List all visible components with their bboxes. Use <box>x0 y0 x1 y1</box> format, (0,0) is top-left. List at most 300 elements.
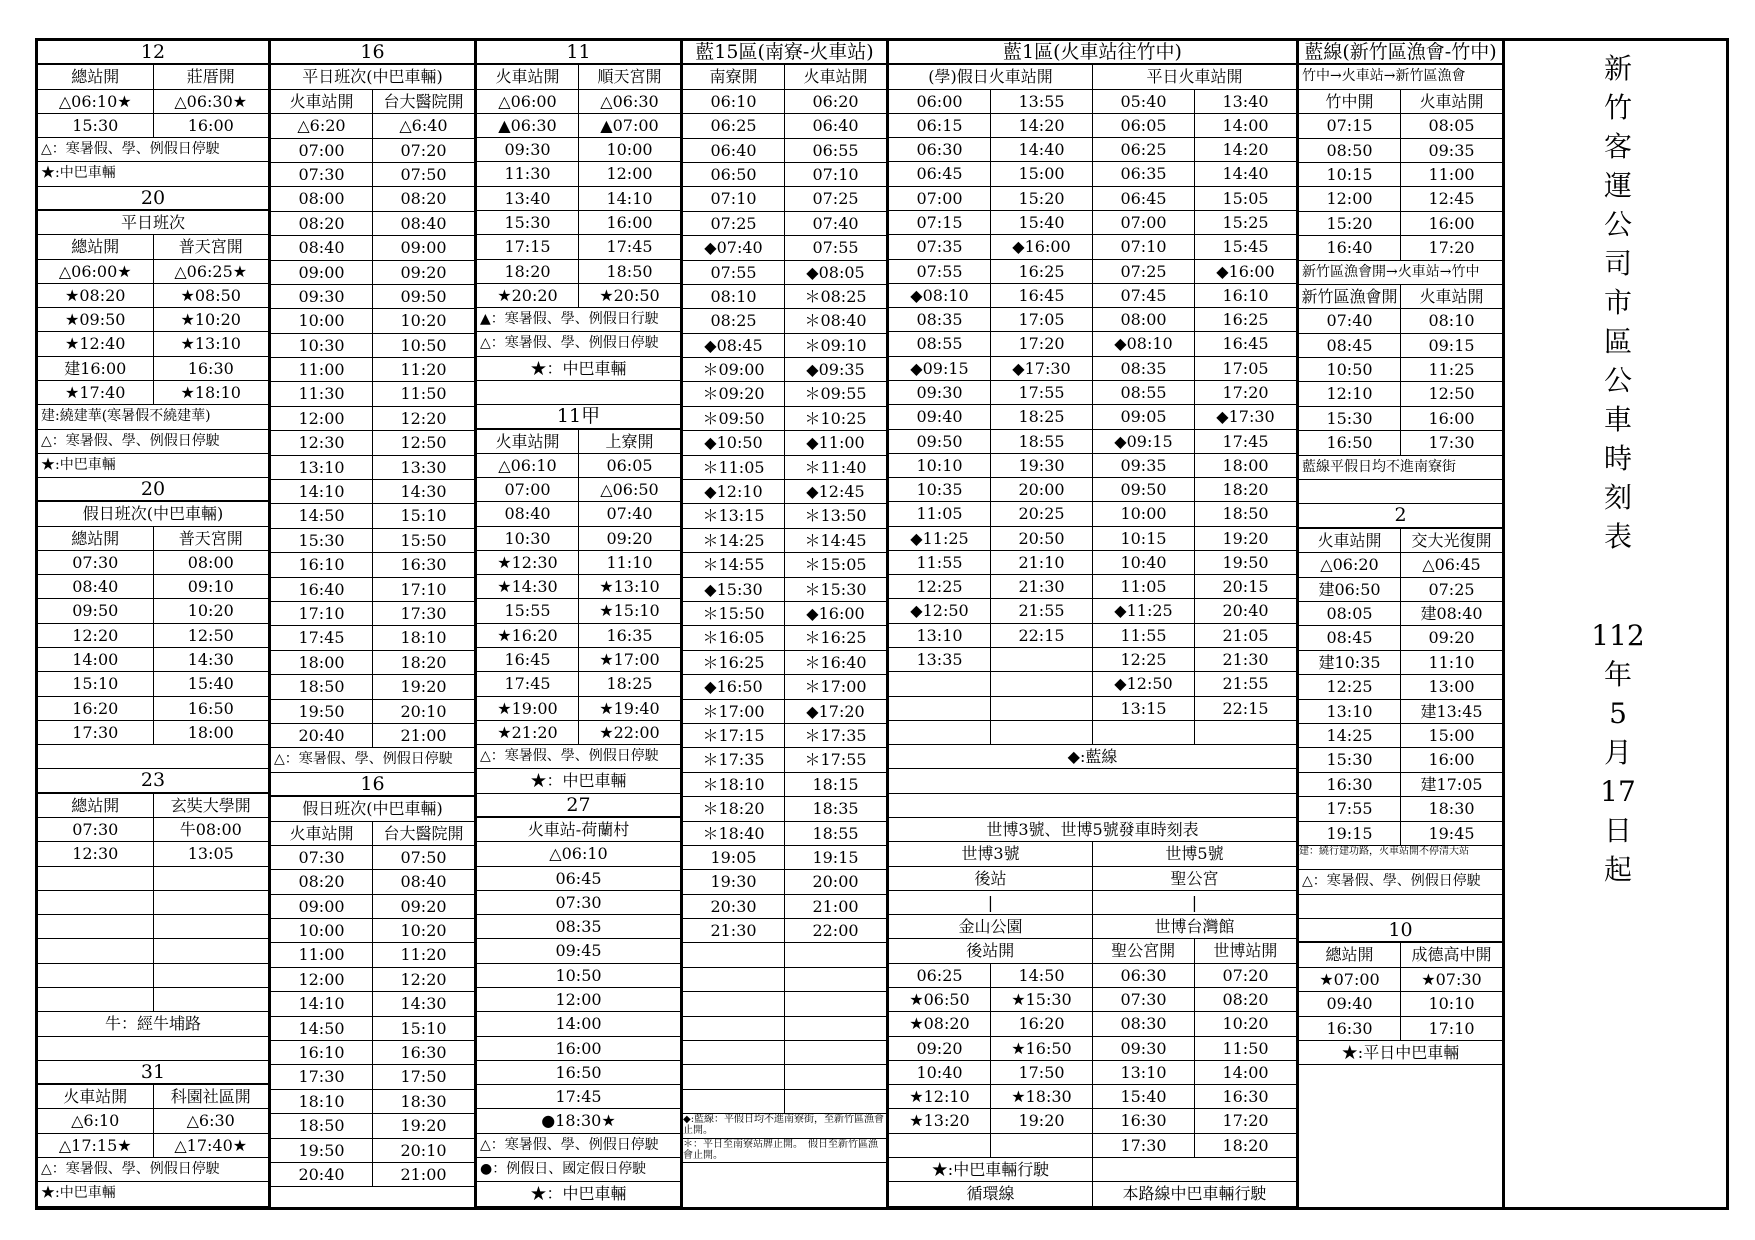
table-row <box>477 260 680 284</box>
timetable-cell: 火車站開 <box>38 1085 154 1108</box>
timetable-cell: 06:00 <box>889 90 991 113</box>
table-row <box>38 794 268 818</box>
timetable-cell: 17:55 <box>1299 797 1401 820</box>
table-row <box>38 1012 268 1036</box>
timetable-cell: 13:40 <box>477 187 579 210</box>
table-row <box>38 308 268 332</box>
table-row <box>271 309 474 333</box>
timetable-cell: 17:45 <box>271 626 373 649</box>
timetable-cell: ★16:20 <box>477 624 579 647</box>
timetable-cell: 16:00 <box>555 1038 602 1058</box>
timetable-cell: 07:55 <box>889 260 991 283</box>
timetable-cell: ◆11:00 <box>806 433 865 453</box>
table-row <box>889 1061 1296 1085</box>
table-row <box>38 988 268 1012</box>
timetable-cell <box>991 648 1093 671</box>
route-title <box>683 41 886 65</box>
timetable-cell: ★08:50 <box>180 285 241 305</box>
table-row <box>889 599 1296 623</box>
title-char: 公 <box>1603 208 1632 241</box>
table-row <box>889 1012 1296 1036</box>
timetable-cell: 08:20 <box>400 189 447 209</box>
note-row <box>1299 456 1502 480</box>
timetable-cell: 17:10 <box>1428 1018 1475 1038</box>
timetable-cell: 10:00 <box>606 140 653 160</box>
route-name: 16 <box>360 41 385 63</box>
table-row <box>683 504 886 528</box>
table-row <box>271 895 474 919</box>
timetable-cell: 火車站開 <box>803 67 868 87</box>
timetable-cell: 17:50 <box>991 1061 1093 1084</box>
timetable-cell: 06:40 <box>683 139 785 162</box>
timetable-cell: 06:30 <box>889 138 991 161</box>
timetable-cell: 15:10 <box>38 672 154 695</box>
timetable-cell: ★15:10 <box>599 601 660 621</box>
timetable-cell: ＊16:05 <box>683 626 785 649</box>
table-row <box>889 478 1296 502</box>
timetable-cell: 18:10 <box>271 1090 373 1113</box>
table-row <box>271 626 474 650</box>
date-char: 日 <box>1603 814 1632 847</box>
timetable-cell: 07:45 <box>1093 284 1195 307</box>
table-row <box>477 357 680 381</box>
timetable-cell: 13:35 <box>889 648 991 671</box>
timetable-cell: △06:00 <box>477 90 579 113</box>
table-row <box>38 502 268 526</box>
table-row <box>683 529 886 553</box>
timetable-cell: 牛：經牛埔路 <box>104 1014 201 1034</box>
timetable-cell: 19:50 <box>271 700 373 723</box>
timetable-cell: △06:50 <box>600 480 659 500</box>
timetable-cell: 18:00 <box>187 722 234 742</box>
timetable-cell: 金山公園 <box>889 915 1093 938</box>
route-name: 12 <box>140 41 166 63</box>
table-row <box>889 1085 1296 1109</box>
timetable-cell: 06:45 <box>1093 187 1195 210</box>
timetable-cell: ＊09:50 <box>683 407 785 430</box>
table-row <box>477 138 680 162</box>
timetable-cell: 16:20 <box>38 697 154 720</box>
timetable-cell: ＊14:45 <box>804 530 867 550</box>
route-title <box>1299 504 1502 528</box>
timetable-cell: (學)假日火車站開 <box>889 65 1093 88</box>
timetable-cell: △06:45 <box>1422 555 1481 575</box>
timetable-cell: 06:45 <box>555 868 602 888</box>
timetable-cell: 21:55 <box>1222 674 1269 694</box>
timetable-cell: 06:25 <box>889 964 991 987</box>
timetable-cell: 13:30 <box>400 457 447 477</box>
timetable-cell: 成德高中開 <box>1411 945 1492 965</box>
table-row <box>889 745 1296 769</box>
table-row <box>477 235 680 259</box>
timetable-cell: 16:30 <box>1222 1087 1269 1107</box>
timetable-cell: ＊08:25 <box>804 286 867 306</box>
route-title <box>38 478 268 502</box>
timetable-cell: 18:20 <box>1222 480 1269 500</box>
table-row <box>477 599 680 623</box>
table-row <box>477 721 680 745</box>
timetable-cell: 16:00 <box>1428 213 1475 233</box>
timetable-cell: ◆08:45 <box>683 334 785 357</box>
timetable-cell: ◆09:35 <box>806 360 865 380</box>
table-row <box>683 1090 886 1114</box>
table-row <box>477 988 680 1012</box>
timetable-cell: 12:25 <box>1093 648 1195 671</box>
table-row <box>271 139 474 163</box>
date-char: 112 <box>1591 619 1645 652</box>
timetable-cell: 火車站開 <box>271 90 373 113</box>
table-row <box>477 769 680 793</box>
timetable-cell: ＊08:40 <box>804 311 867 331</box>
timetable-cell: 07:50 <box>400 164 447 184</box>
timetable-cell: ＊15:05 <box>804 555 867 575</box>
timetable-cell: 14:00 <box>1222 115 1269 135</box>
timetable-cell: 09:20 <box>606 528 653 548</box>
timetable-cell: ★12:40 <box>38 332 154 355</box>
timetable-cell <box>154 867 269 890</box>
timetable-cell: ★13:10 <box>599 577 660 597</box>
timetable-cell: 07:50 <box>400 847 447 867</box>
table-row <box>683 163 886 187</box>
timetable-cell <box>683 1017 785 1040</box>
timetable-cell: 18:20 <box>400 652 447 672</box>
table-row <box>477 430 680 454</box>
timetable-cell: 06:20 <box>812 91 859 111</box>
timetable-cell: 20:25 <box>991 502 1093 525</box>
table-row <box>1299 822 1502 846</box>
table-row <box>1299 651 1502 675</box>
timetable-cell: 16:30 <box>400 1043 447 1063</box>
route-title <box>38 187 268 211</box>
timetable-cell: 09:45 <box>555 941 602 961</box>
timetable-cell: 22:15 <box>1222 698 1269 718</box>
table-row <box>477 90 680 114</box>
table-row <box>1299 748 1502 772</box>
timetable-cell: 11:55 <box>1093 624 1195 647</box>
timetable-cell: ＊17:55 <box>804 750 867 770</box>
timetable-cell: 火車站開 <box>1419 286 1484 306</box>
timetable-cell: △17:40★ <box>174 1135 248 1155</box>
table-row <box>271 456 474 480</box>
timetable-cell: ★07:00 <box>1299 968 1401 991</box>
table-row <box>683 480 886 504</box>
table-row <box>271 163 474 187</box>
note-row <box>477 332 680 356</box>
table-row <box>477 939 680 963</box>
route-name: 11 <box>566 41 591 63</box>
note-row <box>477 1158 680 1182</box>
table-row <box>271 675 474 699</box>
timetable-cell: 06:15 <box>889 114 991 137</box>
table-row <box>477 187 680 211</box>
note-row <box>477 1134 680 1158</box>
table-row <box>271 651 474 675</box>
timetable-cell: 14:00 <box>555 1014 602 1034</box>
table-row <box>1299 407 1502 431</box>
timetable-cell: ●：例假日、國定假日停駛 <box>480 1160 647 1177</box>
timetable-cell: | <box>1191 892 1198 912</box>
table-row <box>477 842 680 866</box>
table-row <box>683 456 886 480</box>
timetable-cell: ★:中巴車輛 <box>41 165 116 182</box>
table-row <box>477 1085 680 1109</box>
timetable-cell: 13:10 <box>1093 1061 1195 1084</box>
timetable-cell: 竹中開 <box>1299 90 1401 113</box>
table-row <box>271 1090 474 1114</box>
timetable-cell: 台大醫院開 <box>383 91 464 111</box>
table-row <box>889 818 1296 842</box>
table-row <box>683 358 886 382</box>
timetable-cell: 07:00 <box>889 187 991 210</box>
timetable-cell: 07:00 <box>271 139 373 162</box>
timetable-cell: ＊18:10 <box>683 773 785 796</box>
date-char: 17 <box>1600 775 1636 808</box>
table-row <box>477 672 680 696</box>
timetable-cell: 建：繞行建功路，火車站開不停清大站 <box>1299 845 1469 857</box>
table-row <box>683 797 886 821</box>
table-row <box>1299 529 1502 553</box>
timetable-cell: ★19:00 <box>477 697 579 720</box>
timetable-cell: 07:30 <box>38 818 154 841</box>
timetable-cell: 09:35 <box>1093 454 1195 477</box>
timetable-cell: 07:25 <box>683 212 785 235</box>
timetable-cell: △06:30★ <box>174 91 248 111</box>
timetable-cell: 12:30 <box>38 842 154 865</box>
timetable-cell: 09:10 <box>187 577 234 597</box>
timetable-cell: 17:20 <box>1222 1111 1269 1131</box>
timetable-cell: 11:10 <box>1428 652 1475 672</box>
timetable-cell: 16:30 <box>400 555 447 575</box>
table-row <box>38 648 268 672</box>
timetable-cell: 世博3號、世博5號發車時刻表 <box>986 820 1199 839</box>
timetable-cell: ＊16:25 <box>683 651 785 674</box>
table-row <box>1299 602 1502 626</box>
table-row <box>271 382 474 406</box>
timetable-cell: ●18:30★ <box>541 1111 616 1131</box>
timetable-cell: 19:50 <box>1222 552 1269 572</box>
timetable-cell: 16:00 <box>1428 750 1475 770</box>
column-routes-12-20-23-31 <box>38 41 271 1207</box>
timetable-cell: 台大醫院開 <box>383 823 464 843</box>
timetable-cell: 11:00 <box>1428 164 1475 184</box>
route-name: 2 <box>1394 504 1407 527</box>
timetable-cell: 10:20 <box>400 311 447 331</box>
timetable-cell <box>1299 895 1502 918</box>
table-row <box>38 575 268 599</box>
table-row <box>683 1017 886 1041</box>
timetable-cell: ★:中巴車輛 <box>41 1185 116 1202</box>
table-row <box>683 1065 886 1089</box>
table-row <box>477 818 680 842</box>
table-row <box>683 407 886 431</box>
timetable-cell: 10:20 <box>400 921 447 941</box>
table-row <box>271 1017 474 1041</box>
timetable-cell: 17:55 <box>991 381 1093 404</box>
table-row <box>683 846 886 870</box>
route-name: 10 <box>1388 919 1413 942</box>
table-row <box>683 212 886 236</box>
table-row <box>271 529 474 553</box>
timetable-cell: ＊17:00 <box>683 700 785 723</box>
timetable-cell: 12:30 <box>271 431 373 454</box>
timetable-cell: 10:50 <box>400 335 447 355</box>
table-row <box>889 308 1296 332</box>
timetable-cell: 13:40 <box>1222 91 1269 111</box>
table-row <box>683 626 886 650</box>
table-row <box>1299 212 1502 236</box>
timetable-cell: ◆12:45 <box>806 482 865 502</box>
timetable-cell <box>991 697 1093 720</box>
table-row <box>889 964 1296 988</box>
timetable-cell: 06:50 <box>683 163 785 186</box>
route-name: 31 <box>140 1060 166 1083</box>
timetable-cell: 18:15 <box>812 774 859 794</box>
table-row <box>889 672 1296 696</box>
table-row <box>1299 90 1502 114</box>
note-row <box>38 162 268 186</box>
timetable-cell: 14:00 <box>1222 1062 1269 1082</box>
timetable-cell: 13:10 <box>889 624 991 647</box>
timetable-cell <box>38 964 154 987</box>
table-row <box>271 1041 474 1065</box>
timetable-cell: 本路線中巴車輛行駛 <box>1122 1184 1267 1204</box>
table-row <box>271 480 474 504</box>
table-row <box>889 430 1296 454</box>
table-row <box>38 211 268 235</box>
table-row <box>38 1134 268 1158</box>
table-row <box>683 602 886 626</box>
timetable-cell: 16:45 <box>1222 334 1269 354</box>
table-row <box>889 648 1296 672</box>
timetable-cell: 07:55 <box>683 261 785 284</box>
table-row <box>38 915 268 939</box>
timetable-cell <box>1093 1158 1296 1181</box>
table-row <box>889 551 1296 575</box>
timetable-cell: ＊10:25 <box>804 408 867 428</box>
timetable-cell: ＊18:20 <box>683 797 785 820</box>
timetable-cell: 18:00 <box>271 651 373 674</box>
timetable-cell: 08:40 <box>477 502 579 525</box>
table-row <box>477 527 680 551</box>
table-row <box>1299 773 1502 797</box>
timetable-cell: 20:00 <box>991 478 1093 501</box>
timetable-cell: 15:50 <box>400 530 447 550</box>
timetable-cell: ◆12:50 <box>889 599 991 622</box>
note-row <box>271 748 474 772</box>
timetable-cell: 12:50 <box>187 625 234 645</box>
table-row <box>38 624 268 648</box>
table-row <box>889 502 1296 526</box>
title-char: 新 <box>1603 52 1632 85</box>
timetable-cell: 09:20 <box>1428 628 1475 648</box>
table-row <box>889 187 1296 211</box>
timetable-cell <box>889 1134 991 1157</box>
table-row <box>477 211 680 235</box>
timetable-cell: 19:50 <box>271 1139 373 1162</box>
table-row <box>271 504 474 528</box>
table-row <box>477 478 680 502</box>
timetable-cell: ＊17:00 <box>804 677 867 697</box>
table-row <box>683 675 886 699</box>
table-row <box>38 745 268 769</box>
note-row <box>38 405 268 429</box>
note-row <box>38 1158 268 1182</box>
timetable-cell: 18:00 <box>1222 455 1269 475</box>
timetable-cell: ★15:30 <box>991 988 1093 1011</box>
table-row <box>683 578 886 602</box>
table-row <box>683 651 886 675</box>
timetable-cell: 17:10 <box>400 579 447 599</box>
timetable-cell: 09:40 <box>889 405 991 428</box>
timetable-cell: ▲07:00 <box>600 115 659 135</box>
timetable-cell: 18:35 <box>812 799 859 819</box>
timetable-cell: 21:30 <box>683 919 785 942</box>
timetable-cell: 09:20 <box>400 896 447 916</box>
timetable-cell: △：寒暑假、學、例假日停駛 <box>274 751 453 768</box>
timetable-cell: 17:45 <box>555 1087 602 1107</box>
timetable-cell: 06:30 <box>1093 964 1195 987</box>
timetable-cell: 18:50 <box>606 261 653 281</box>
table-row <box>477 648 680 672</box>
timetable-cell: ★17:40 <box>38 381 154 404</box>
timetable-cell: 17:30 <box>400 603 447 623</box>
table-row <box>271 553 474 577</box>
timetable-cell: 14:20 <box>1222 140 1269 160</box>
timetable-cell: 07:10 <box>1093 235 1195 258</box>
timetable-cell: ＊17:35 <box>683 748 785 771</box>
timetable-cell <box>785 943 886 966</box>
timetable-cell: 世博台灣館 <box>1154 917 1235 937</box>
timetable-cell: △6:30 <box>186 1111 235 1131</box>
timetable-cell: 牛08:00 <box>179 820 242 839</box>
timetable-cell: 06:10 <box>683 90 785 113</box>
table-row <box>683 114 886 138</box>
table-row <box>889 1037 1296 1061</box>
timetable-cell: 12:20 <box>400 969 447 989</box>
timetable-cell: 15:05 <box>1222 188 1269 208</box>
timetable-cell: 09:40 <box>1299 992 1401 1015</box>
timetable-cell: 07:30 <box>271 163 373 186</box>
timetable-cell: 09:20 <box>400 262 447 282</box>
note-row <box>38 1182 268 1206</box>
timetable-cell: 09:00 <box>271 895 373 918</box>
table-row <box>271 822 474 846</box>
timetable-cell: ◆09:15 <box>889 357 991 380</box>
timetable-cell: 17:30 <box>38 721 154 744</box>
timetable-cell: ★21:20 <box>477 721 579 744</box>
table-row <box>889 842 1296 866</box>
timetable-cell: 15:40 <box>1093 1085 1195 1108</box>
timetable-cell: ＊16:40 <box>804 652 867 672</box>
timetable-cell: 08:40 <box>400 213 447 233</box>
table-row <box>1299 114 1502 138</box>
table-row <box>889 1109 1296 1133</box>
timetable-cell: 16:45 <box>477 648 579 671</box>
date-char: 月 <box>1603 736 1632 769</box>
timetable-cell: 15:40 <box>187 674 234 694</box>
table-row <box>477 65 680 89</box>
route-name: 16 <box>360 772 385 795</box>
timetable-cell: 建10:35 <box>1299 651 1401 674</box>
timetable-cell: 10:15 <box>1093 527 1195 550</box>
timetable-cell: △6:10 <box>38 1109 154 1132</box>
table-row <box>1299 309 1502 333</box>
timetable-cell: 後站 <box>889 867 1093 890</box>
timetable-cell: 科園社區開 <box>170 1087 251 1107</box>
timetable-cell: 普天宮開 <box>178 237 243 257</box>
timetable-cell: ◆11:25 <box>1093 599 1195 622</box>
timetable-cell: ★:中巴車輛 <box>41 456 116 473</box>
